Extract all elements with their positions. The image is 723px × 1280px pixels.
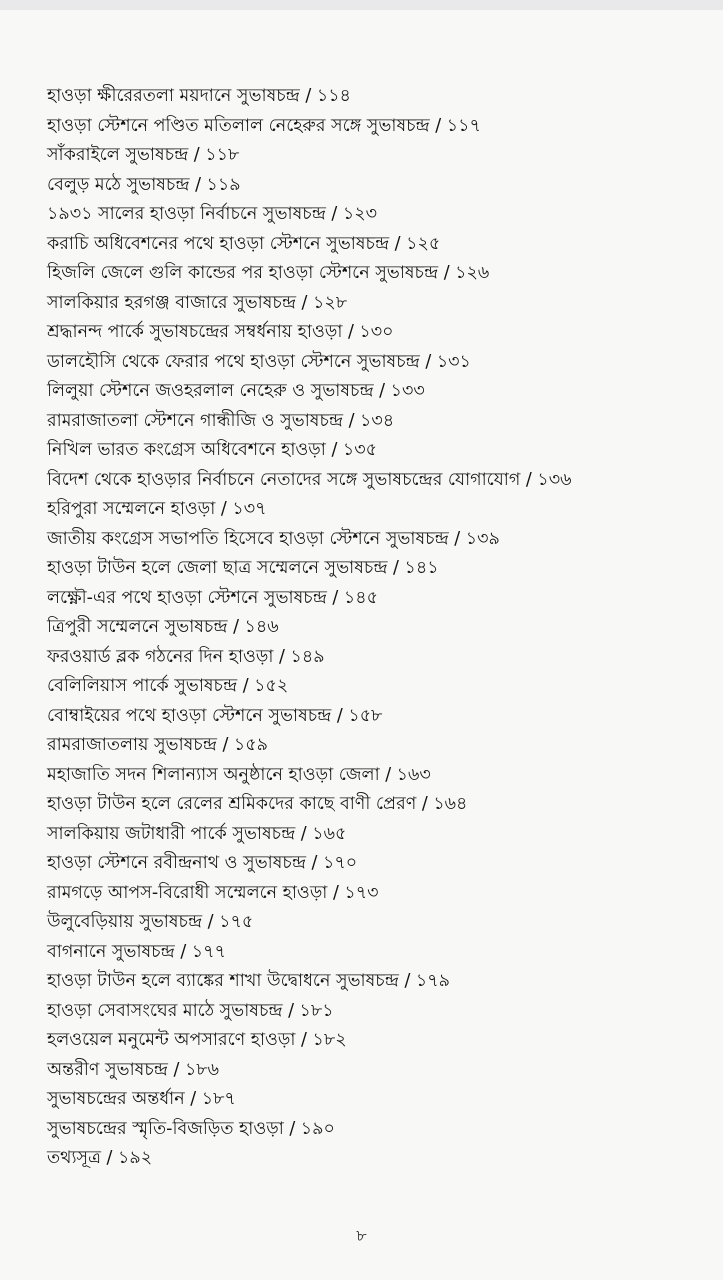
toc-entry: মহাজাতি সদন শিলান্যাস অনুষ্ঠানে হাওড়া জেলা / ১৬৩ [47, 764, 431, 785]
toc-entry: নিখিল ভারত কংগ্রেস অধিবেশনে হাওড়া / ১৩৫ [47, 440, 377, 460]
toc-entry: হাওড়া স্টেশনে রবীন্দ্রনাথ ও সুভাষচন্দ্র / ১৭০ [47, 853, 358, 873]
toc-entry: করাচি অধিবেশনের পথে হাওড়া স্টেশনে সুভাষচন্দ্র / ১২৫ [47, 233, 441, 254]
toc-entry: লিলুয়া স্টেশনে জওহরলাল নেহেরু ও সুভাষচন্দ্র / ১৩৩ [47, 381, 425, 401]
toc-entry: সালকিয়ায় জটাধারী পার্কে সুভাষচন্দ্র / ১৬৫ [47, 823, 347, 844]
top-status-strip [0, 0, 723, 10]
toc-entry: হিজলি জেলে গুলি কান্ডের পর হাওড়া স্টেশনে সুভাষচন্দ্র / ১২৬ [47, 263, 490, 283]
toc-entry: রামগড়ে আপস-বিরোধী সম্মেলনে হাওড়া / ১৭৩ [47, 882, 379, 903]
toc-entry: সুভাষচন্দ্রের স্মৃতি-বিজড়িত হাওড়া / ১৯০ [47, 1118, 335, 1139]
page-number: ৮ [356, 1226, 367, 1245]
table-of-contents [47, 82, 707, 1174]
toc-entry: ত্রিপুরী সম্মেলনে সুভাষচন্দ্র / ১৪৬ [47, 617, 279, 637]
toc-entry: উলুবেড়িয়ায় সুভাষচন্দ্র / ১৭৫ [47, 912, 254, 932]
toc-entry: হাওড়া স্টেশনে পণ্ডিত মতিলাল নেহেরুর সঙ্গে সুভাষচন্দ্র / ১১৭ [47, 115, 481, 136]
toc-entry: বিদেশ থেকে হাওড়ার নির্বাচনে নেতাদের সঙ্গে সুভাষচন্দ্রের যোগাযোগ / ১৩৬ [47, 469, 572, 490]
toc-entry: বেলুড় মঠে সুভাষচন্দ্র / ১১৯ [47, 174, 241, 195]
toc-entry: অন্তরীণ সুভাষচন্দ্র / ১৮৬ [47, 1059, 220, 1080]
toc-entry: ১৯৩১ সালের হাওড়া নির্বাচনে সুভাষচন্দ্র / ১২৩ [47, 204, 377, 224]
toc-entry: লক্ষ্ণৌ-এর পথে হাওড়া স্টেশনে সুভাষচন্দ্র / ১৪৫ [47, 587, 378, 608]
toc-entry: তথ্যসূত্র / ১৯২ [47, 1148, 153, 1168]
toc-entry: সাঁকরাইলে সুভাষচন্দ্র / ১১৮ [47, 145, 240, 165]
toc-entry: ডালহৌসি থেকে ফেরার পথে হাওড়া স্টেশনে সুভাষচন্দ্র / ১৩১ [47, 351, 471, 372]
toc-entry: বাগনানে সুভাষচন্দ্র / ১৭৭ [47, 941, 226, 962]
toc-entry: বেলিলিয়াস পার্কে সুভাষচন্দ্র / ১৫২ [47, 676, 289, 696]
toc-entry: হাওড়া টাউন হলে জেলা ছাত্র সম্মেলনে সুভাষচন্দ্র / ১৪১ [47, 558, 439, 578]
toc-entry: হাওড়া টাউন হলে ব্যাঙ্কের শাখা উদ্বোধনে সুভাষচন্দ্র / ১৭৯ [47, 971, 450, 991]
toc-entry: শ্রদ্ধানন্দ পার্কে সুভাষচন্দ্রের সম্বর্ধনায় হাওড়া / ১৩০ [47, 322, 394, 342]
toc-entry: সালকিয়ার হরগঞ্জ বাজারে সুভাষচন্দ্র / ১২৮ [47, 292, 348, 313]
toc-entry: বোম্বাইয়ের পথে হাওড়া স্টেশনে সুভাষচন্দ্র / ১৫৮ [47, 705, 383, 726]
toc-entry: হলওয়েল মনুমেন্ট অপসারণে হাওড়া / ১৮২ [47, 1030, 347, 1050]
toc-entry: জাতীয় কংগ্রেস সভাপতি হিসেবে হাওড়া স্টেশনে সুভাষচন্দ্র / ১৩৯ [47, 528, 500, 549]
toc-entry: হরিপুরা সম্মেলনে হাওড়া / ১৩৭ [47, 499, 267, 519]
toc-entry: হাওড়া ক্ষীরেরতলা ময়দানে সুভাষচন্দ্র / ১১৪ [47, 86, 351, 106]
toc-entry: রামরাজাতলায় সুভাষচন্দ্র / ১৫৯ [47, 735, 268, 755]
toc-entry: হাওড়া টাউন হলে রেলের শ্রমিকদের কাছে বাণী প্রেরণ / ১৬৪ [47, 794, 468, 814]
toc-entry: ফরওয়ার্ড ব্লক গঠনের দিন হাওড়া / ১৪৯ [47, 646, 325, 667]
toc-entry: সুভাষচন্দ্রের অন্তর্ধান / ১৮৭ [47, 1089, 236, 1109]
toc-entry: রামরাজাতলা স্টেশনে গান্ধীজি ও সুভাষচন্দ্র / ১৩৪ [47, 410, 395, 431]
toc-entry: হাওড়া সেবাসংঘের মাঠে সুভাষচন্দ্র / ১৮১ [47, 1000, 334, 1021]
